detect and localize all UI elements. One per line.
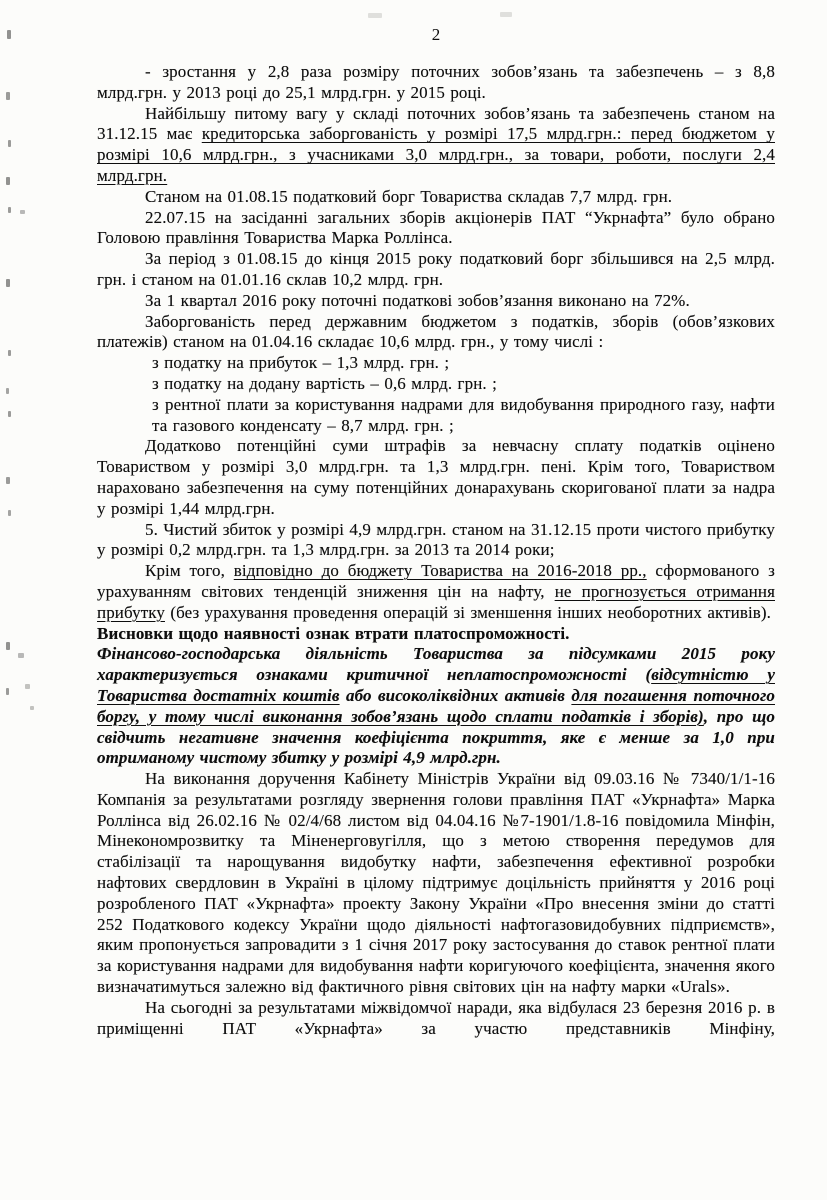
scan-speck xyxy=(6,477,10,484)
text-segment: За 1 квартал 2016 року поточні податкові зобов’язання виконано на 72%. xyxy=(145,290,690,310)
text-segment: з податку на додану вартість – 0,6 млрд. грн. ; xyxy=(152,373,497,393)
paragraph xyxy=(97,249,775,291)
paragraph xyxy=(97,520,775,562)
scan-speck xyxy=(8,140,11,147)
text-segment: За період з 01.08.15 до кінця 2015 року податковий борг збільшився на 2,5 млрд. грн. і станом на 01.01.16 склав 10,2 млрд. грн. xyxy=(97,249,775,289)
scan-speck xyxy=(8,510,11,516)
text-segment: Станом на 01.08.15 податковий борг Товариства складав 7,7 млрд. грн. xyxy=(145,186,673,206)
text-segment: Крім того, xyxy=(145,561,234,581)
scan-speck xyxy=(7,30,11,39)
paragraph xyxy=(97,291,775,312)
paragraph xyxy=(97,312,775,354)
paragraph xyxy=(97,208,775,250)
text-segment: (без урахування проведення операцій зі зменшення інших необоротних активів). xyxy=(164,602,772,622)
text-segment: з рентної плати за користування надрами для видобування природного газу, нафти та газового конденсату – 8,7 млрд. грн. ; xyxy=(152,394,775,435)
text-segment: На виконання доручення Кабінету Міністрів України від 09.03.16 № 7340/1/1-16 Компанія за результатами розгляду звернення голови правління ПАТ «Укрнафта» Марка Роллінса від 26.02.16 № 02/4/68 листом від 04.04.16 №7-1901/1.8-16 повідомила Мінфін, Мінекономрозвитку та Міненерговугілля, що з метою створення передумов для стабілізації та нарощування видобутку нафти, забезпечення ефективної розробки нафтових свердловин в Україні в цілому підтримує доцільність прийняття у 2016 році розробленого ПАТ «Укрнафта» проекту Закону України «Про внесення зміни до статті 252 Податкового кодексу України щодо діяльності нафтогазовидобувних підприємств», яким пропонується запровадити з 1 січня 2017 року застосування до ставок рентної плати за користування надрами для видобування нафти коригуючого коефіцієнта, значення якого визначатимуться залежно від фактичного рівня світових цін на нафту марки «Urals». xyxy=(97,769,775,997)
scan-speck xyxy=(8,350,11,356)
section-heading xyxy=(97,624,775,645)
text-segment: На сьогодні за результатами міжвідомчої наради, яка відбулася 23 березня 2016 р. в приміщенні ПАТ «Укрнафта» за участю представників Мінфіну, xyxy=(97,997,775,1038)
paragraph xyxy=(97,104,775,187)
underlined-text-segment: не прогнозується отримання прибутку xyxy=(97,581,775,622)
underlined-text-segment: відсутністю у Товариства достатніх коштів xyxy=(97,665,775,705)
paragraph xyxy=(97,769,775,998)
text-segment: , про що свідчить негативне значення коефіцієнта покриття, яке є менше за 1,0 при отриманому чистому збитку у розмірі 4,9 млрд.грн. xyxy=(97,706,775,768)
scan-speck xyxy=(8,411,11,417)
scan-speck xyxy=(6,92,10,100)
scan-speck xyxy=(6,279,10,287)
scan-speck xyxy=(6,642,10,650)
scan-speck xyxy=(8,207,11,213)
scan-speck xyxy=(6,688,9,695)
document-body xyxy=(97,62,775,1039)
text-segment: або високоліквідних активів xyxy=(339,685,572,705)
scan-speck xyxy=(6,177,10,185)
text-segment: 22.07.15 на засіданні загальних зборів акціонерів ПАТ “Укрнафта” було обрано Головою правління Товариства Марка Роллінса. xyxy=(97,207,775,248)
paragraph xyxy=(152,395,775,437)
scan-speck xyxy=(30,706,34,710)
paragraph xyxy=(97,62,775,104)
scan-speck xyxy=(6,388,9,394)
page-number: 2 xyxy=(431,25,441,44)
text-segment: - зростання у 2,8 раза розміру поточних зобов’язань та забезпечень – з 8,8 млрд.грн. у 2013 році до 25,1 млрд.грн. у 2015 році. xyxy=(97,62,775,102)
paragraph xyxy=(152,374,775,395)
text-segment: 5. Чистий збиток у розмірі 4,9 млрд.грн. станом на 31.12.15 проти чистого прибутку у розмірі 0,2 млрд.грн. та 1,3 млрд.грн. за 2013 та 2014 роки; xyxy=(97,519,775,560)
underlined-text-segment: для погашення поточного боргу, у тому числі виконання зобов’язань щодо сплати податків і зборів) xyxy=(97,685,775,726)
text-segment: Заборгованість перед державним бюджетом з податків, зборів (обов’язкових платежів) станом на 01.04.16 складає 10,6 млрд. грн., у тому числі : xyxy=(97,311,775,352)
text-segment: сформованого з урахуванням світових тенденцій зниження цін на нафту, xyxy=(97,561,775,601)
scan-speck xyxy=(18,653,24,658)
paragraph xyxy=(97,561,775,623)
text-segment: Висновки щодо наявності ознак втрати платоспроможності. xyxy=(97,623,570,643)
paragraph xyxy=(97,187,775,208)
scan-speck xyxy=(500,12,512,17)
paragraph xyxy=(97,644,775,769)
paragraph xyxy=(97,998,775,1040)
scan-speck xyxy=(368,13,382,18)
underlined-text-segment: кредиторська заборгованість у розмірі 17,5 млрд.грн.: перед бюджетом у розмірі 10,6 млрд.грн., з учасниками 3,0 млрд.грн., за товари, роботи, послуги 2,4 млрд.грн. xyxy=(97,124,775,185)
text-segment: з податку на прибуток – 1,3 млрд. грн. ; xyxy=(152,353,450,373)
paragraph xyxy=(152,353,775,374)
paragraph xyxy=(97,436,775,519)
text-segment: Додатково потенційні суми штрафів за невчасну сплату податків оцінено Товариством у розмірі 3,0 млрд.грн. та 1,3 млрд.грн. пені. Крім того, Товариством нараховано забезпечення на суму потенційних донарахувань скоригованої плати за надра у розмірі 1,44 млрд.грн. xyxy=(97,436,775,518)
text-segment: Найбільшу питому вагу у складі поточних зобов’язань та забезпечень станом на 31.12.15 має xyxy=(97,103,775,144)
text-segment: Фінансово-господарська діяльність Товариства за підсумками 2015 року характеризується ознаками критичної неплатоспроможності ( xyxy=(97,644,775,685)
underlined-text-segment: відповідно до бюджету Товариства на 2016-2018 рр., xyxy=(233,561,647,581)
scan-speck xyxy=(20,210,25,214)
scan-speck xyxy=(25,684,30,689)
